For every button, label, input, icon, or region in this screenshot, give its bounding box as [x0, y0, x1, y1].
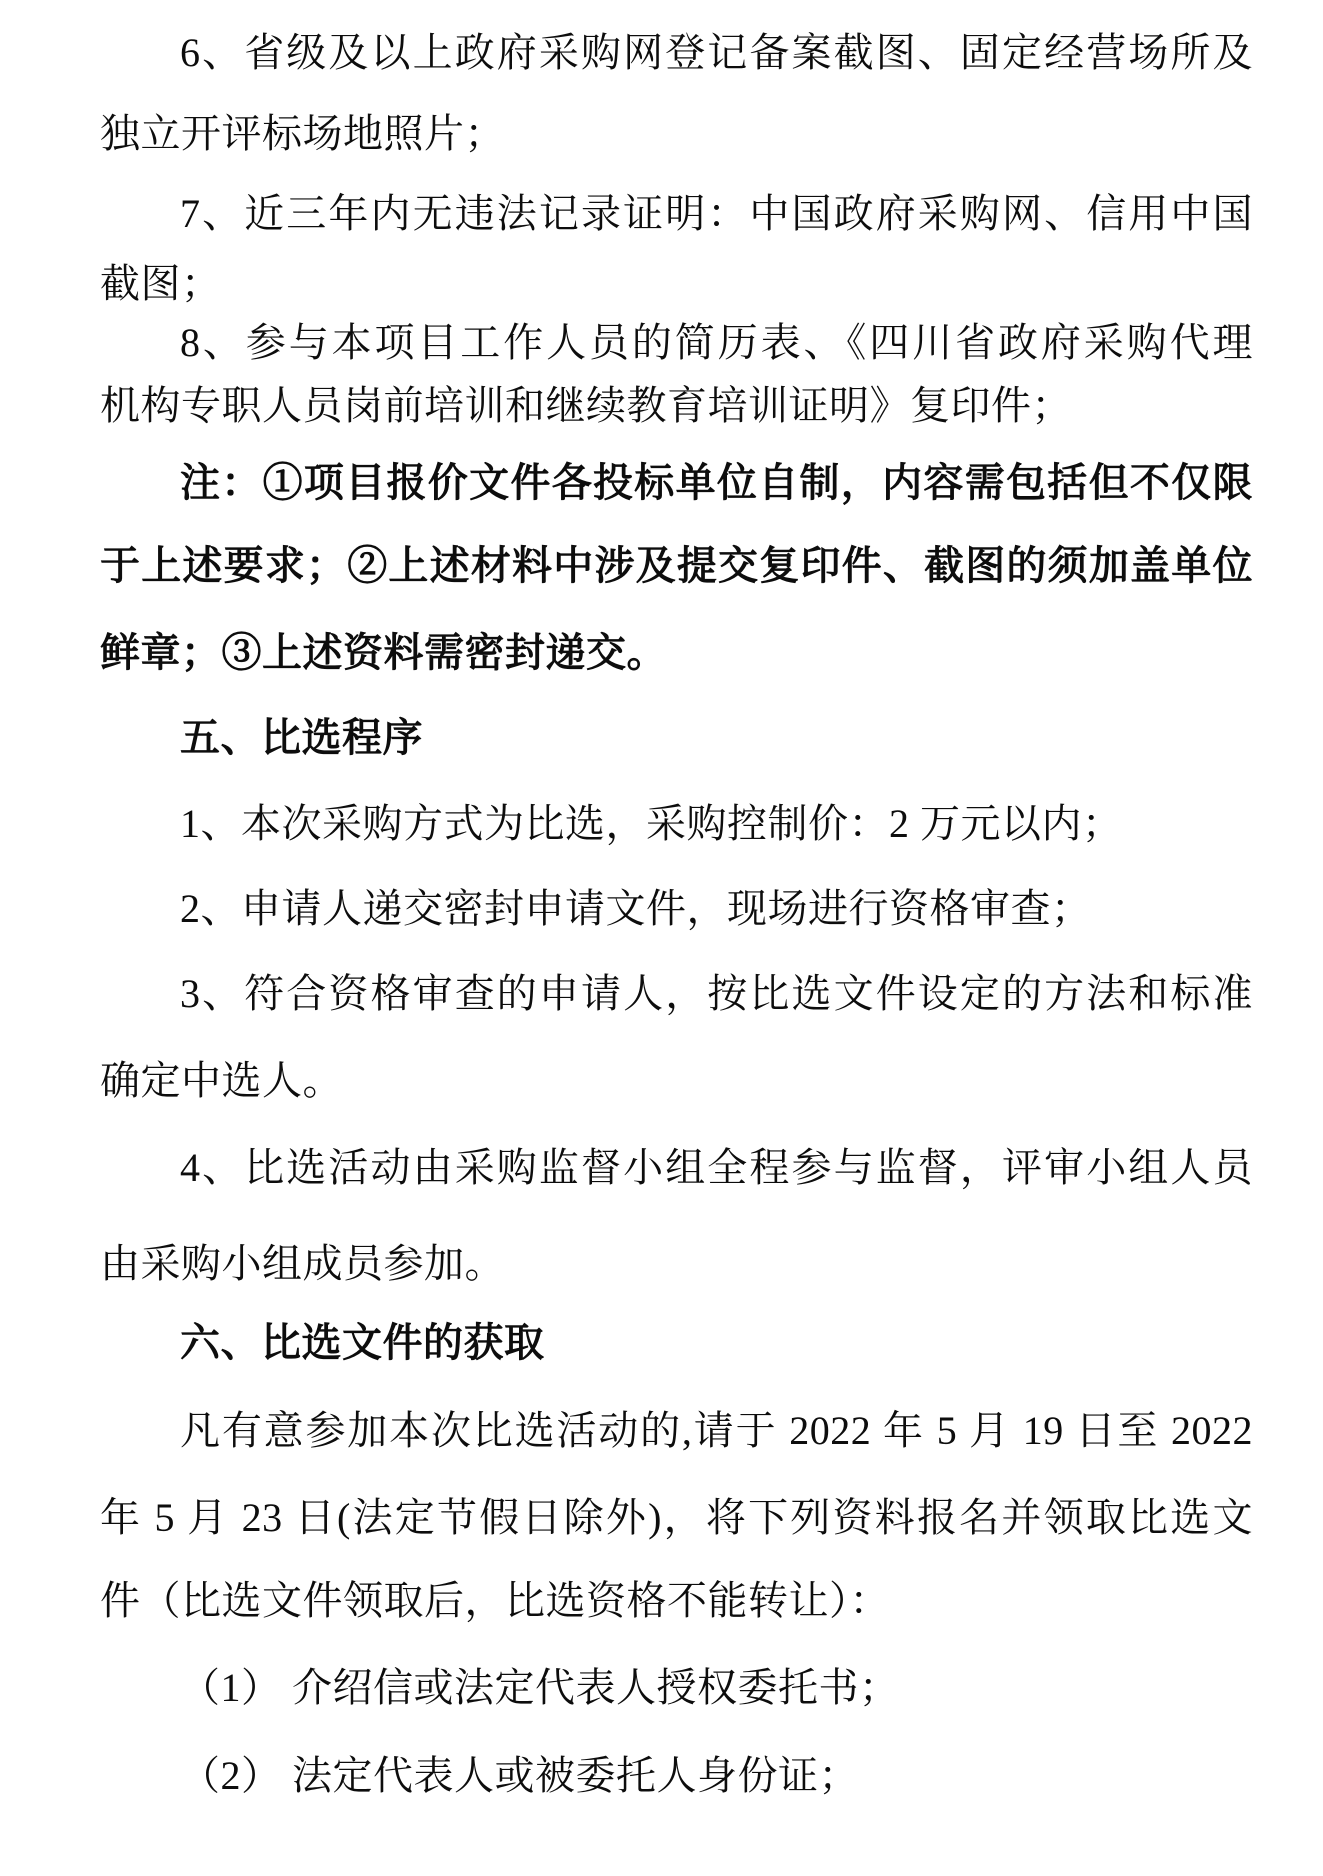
text-line: 6、省级及以上政府采购网登记备案截图、固定经营场所及	[180, 30, 1253, 75]
text-line: 4、比选活动由采购监督小组全程参与监督，评审小组人员	[180, 1145, 1253, 1190]
text-line: 截图；	[100, 261, 222, 306]
text-line: 确定中选人。	[100, 1058, 343, 1103]
text-line: 8、参与本项目工作人员的简历表、《四川省政府采购代理	[180, 320, 1253, 365]
text-line: （2） 法定代表人或被委托人身份证；	[180, 1753, 859, 1798]
text-line: 凡有意参加本次比选活动的,请于 2022 年 5 月 19 日至 2022	[180, 1408, 1253, 1453]
text-line: 件（比选文件领取后，比选资格不能转让）：	[100, 1578, 890, 1623]
text-line: 机构专职人员岗前培训和继续教育培训证明》复印件；	[100, 383, 1072, 428]
text-line: 1、本次采购方式为比选，采购控制价：2 万元以内；	[180, 801, 1123, 846]
section-heading-line: 五、比选程序	[180, 715, 423, 760]
text-line: 独立开评标场地照片；	[100, 111, 505, 156]
text-line: （1） 介绍信或法定代表人授权委托书；	[180, 1665, 900, 1710]
text-line: 注：①项目报价文件各投标单位自制，内容需包括但不仅限	[180, 460, 1253, 505]
text-line: 2、申请人递交密封申请文件，现场进行资格审查；	[180, 886, 1092, 931]
text-line: 年 5 月 23 日(法定节假日除外)，将下列资料报名并领取比选文	[100, 1495, 1253, 1540]
text-line: 于上述要求；②上述材料中涉及提交复印件、截图的须加盖单位	[100, 543, 1253, 588]
text-line: 3、符合资格审查的申请人，按比选文件设定的方法和标准	[180, 971, 1253, 1016]
text-line: 7、近三年内无违法记录证明：中国政府采购网、信用中国	[180, 191, 1253, 236]
text-line: 鲜章；③上述资料需密封递交。	[100, 630, 667, 675]
section-heading-line: 六、比选文件的获取	[180, 1320, 545, 1365]
text-line: 由采购小组成员参加。	[100, 1241, 505, 1286]
